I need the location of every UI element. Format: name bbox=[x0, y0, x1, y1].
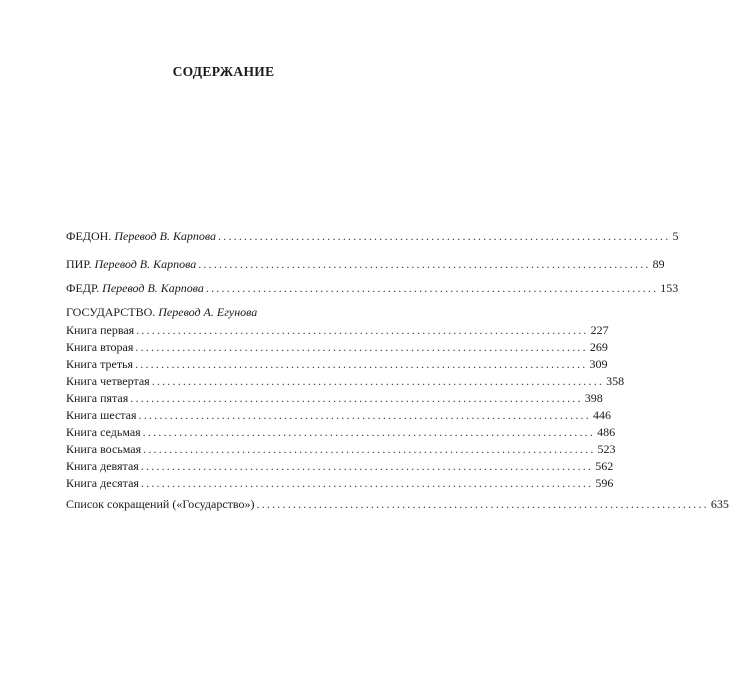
dot-leader: ....................................................................................... bbox=[205, 281, 659, 295]
toc-page-number: 562 bbox=[595, 459, 614, 473]
toc-page-number: 227 bbox=[590, 323, 609, 337]
dot-leader: ....................................................................................... bbox=[256, 497, 709, 511]
dot-leader: ....................................................................................... bbox=[198, 257, 651, 271]
toc-entry-book-2[interactable] bbox=[66, 339, 608, 355]
dot-leader: ....................................................................................... bbox=[140, 459, 594, 473]
toc-entry-label: ПИР. Перевод В. Карпова bbox=[66, 257, 197, 271]
toc-page-number: 89 bbox=[652, 257, 665, 271]
toc-entry-book-6[interactable] bbox=[66, 407, 611, 423]
toc-page-number: 635 bbox=[710, 497, 729, 511]
page-title: СОДЕРЖАНИЕ bbox=[172, 64, 275, 79]
toc-entry-label: Книга пятая bbox=[66, 391, 129, 405]
toc-entry-label: Книга шестая bbox=[66, 408, 137, 422]
toc-entry-label: ФЕДОН. Перевод В. Карпова bbox=[66, 229, 217, 243]
toc-entry-book-7[interactable] bbox=[66, 424, 616, 440]
toc-entry-phaedo[interactable] bbox=[66, 228, 679, 244]
toc-entry-symposium[interactable] bbox=[66, 256, 665, 272]
toc-entry-book-4[interactable] bbox=[66, 373, 625, 389]
toc-entry-book-1[interactable] bbox=[66, 322, 609, 338]
dot-leader: ....................................................................................... bbox=[143, 442, 596, 456]
toc-entry-book-5[interactable] bbox=[66, 390, 603, 406]
toc-entry-label: Книга девятая bbox=[66, 459, 139, 473]
toc-page-number: 398 bbox=[584, 391, 603, 405]
toc-entry-label: Книга седьмая bbox=[66, 425, 141, 439]
toc-entry-book-8[interactable] bbox=[66, 441, 616, 457]
toc-page-number: 153 bbox=[660, 281, 679, 295]
toc-entry-book-10[interactable] bbox=[66, 475, 614, 491]
dot-leader: ....................................................................................... bbox=[218, 229, 671, 243]
toc-page-number: 5 bbox=[672, 229, 679, 243]
dot-leader: ....................................................................................... bbox=[151, 374, 605, 388]
dot-leader: ....................................................................................... bbox=[136, 323, 589, 337]
dot-leader: ....................................................................................... bbox=[130, 391, 583, 405]
toc-entry-abbreviations[interactable] bbox=[66, 496, 729, 512]
toc-entry-label: Книга четвертая bbox=[66, 374, 150, 388]
toc-page-number: 309 bbox=[589, 357, 608, 371]
dot-leader: ....................................................................................... bbox=[135, 340, 588, 354]
toc-page-number: 269 bbox=[589, 340, 608, 354]
toc-page-number: 523 bbox=[597, 442, 616, 456]
toc-entry-phaedrus[interactable] bbox=[66, 280, 679, 296]
toc-entry-book-3[interactable] bbox=[66, 356, 608, 372]
toc-entry-label: Книга вторая bbox=[66, 340, 134, 354]
toc-page-number: 446 bbox=[592, 408, 611, 422]
dot-leader: ....................................................................................... bbox=[140, 476, 594, 490]
toc-section-republic[interactable]: ГОСУДАРСТВО. Перевод А. Егунова bbox=[66, 305, 258, 319]
toc-entry-label: Книга восьмая bbox=[66, 442, 142, 456]
toc-page-number: 358 bbox=[606, 374, 625, 388]
toc-entry-label: Книга третья bbox=[66, 357, 134, 371]
toc-page-number: 596 bbox=[595, 476, 614, 490]
dot-leader: ....................................................................................... bbox=[135, 357, 588, 371]
toc-entry-label: ФЕДР. Перевод В. Карпова bbox=[66, 281, 204, 295]
toc-entry-label: Список сокращений («Государство») bbox=[66, 497, 255, 511]
dot-leader: ....................................................................................... bbox=[138, 408, 591, 422]
toc-page-number: 486 bbox=[597, 425, 616, 439]
toc-entry-book-9[interactable] bbox=[66, 458, 614, 474]
dot-leader: ....................................................................................... bbox=[142, 425, 596, 439]
toc-entry-label: Книга первая bbox=[66, 323, 135, 337]
toc-entry-label: Книга десятая bbox=[66, 476, 139, 490]
